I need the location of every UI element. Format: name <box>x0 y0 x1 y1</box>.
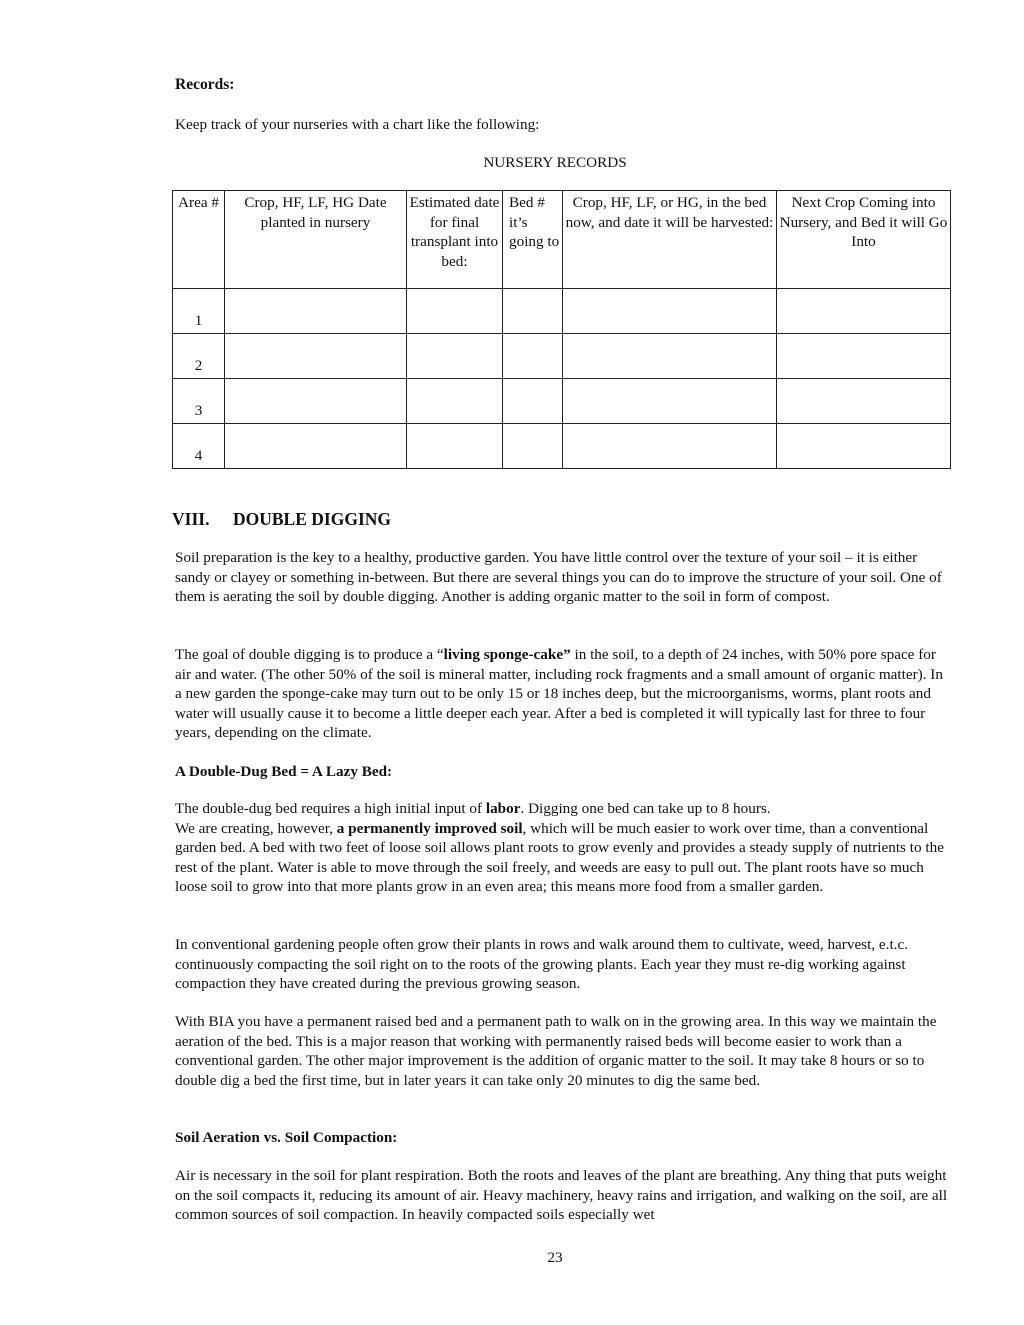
subheading-aeration: Soil Aeration vs. Soil Compaction: <box>175 1129 398 1146</box>
area-cell: 2 <box>173 334 225 379</box>
table-cell <box>503 289 563 334</box>
table-cell <box>563 424 777 469</box>
table-title: NURSERY RECORDS <box>483 154 627 171</box>
table-cell <box>225 379 407 424</box>
table-row <box>173 334 951 379</box>
table-cell <box>563 379 777 424</box>
header-bed-number: Bed # it’s going to <box>503 191 563 289</box>
paragraph-conventional-gardening: In conventional gardening people often grow their plants in rows and walk around them to cultivate, weed, harvest, e.t.c. continuously compacting the soil right on to the roots of the growing plants. Each year they must re-dig working against compaction they have created during the previous growing season. <box>175 936 908 993</box>
area-cell: 3 <box>173 379 225 424</box>
records-heading: Records: <box>175 76 235 93</box>
text-run: The goal of double digging is to produce a “ <box>175 646 444 663</box>
table-cell <box>777 379 951 424</box>
table-row <box>173 379 951 424</box>
table-cell <box>563 289 777 334</box>
table-row <box>173 289 951 334</box>
bold-text: living sponge-cake” <box>443 646 571 663</box>
table-cell <box>225 334 407 379</box>
bold-text: labor <box>485 800 521 817</box>
text-run: We are creating, however, <box>175 819 337 837</box>
paragraph-soil-preparation: Soil preparation is the key to a healthy, productive garden. You have little control over the texture of your soil – it is either sandy or clayey or something in-between. But there are several things you can do to improve the structure of your soil. One of them is aerating the soil by double digging. Another is adding organic matter to the soil in form of compost. <box>175 549 942 606</box>
section-title: DOUBLE DIGGING <box>233 509 392 529</box>
bold-text: a permanently improved soil <box>336 819 523 837</box>
paragraph-goal <box>175 645 950 743</box>
text-run: in the soil, to a depth of 24 inches, with 50% pore space for air and water. (The other 50% of the soil is mineral matter, including rock fragments and a small amount of organic matter). In a new garden the sponge-cake may turn out to be only 15 or 18 inches deep, but the microorganisms, worms, plant roots and water will usually cause it to become a little deeper each year. After a bed is completed it will typically last for three to four years, depending on the climate. <box>175 646 943 742</box>
header-crop-in-bed: Crop, HF, LF, or HG, in the bed now, and date it will be harvested: <box>563 191 777 289</box>
table-cell <box>777 334 951 379</box>
paragraph-bia: With BIA you have a permanent raised bed and a permanent path to walk on in the growing area. In this way we maintain the aeration of the bed. This is a major reason that working with permanently raised beds will become easier to work than a conventional garden. The other major improvement is the addition of organic matter to the soil. It may take 8 hours or so to double dig a bed the first time, but in later years it can take only 20 minutes to dig the same bed. <box>175 1013 937 1089</box>
table-cell <box>777 424 951 469</box>
paragraph-air-necessary: Air is necessary in the soil for plant respiration. Both the roots and leaves of the plant are breathing. Any thing that puts weight on the soil compacts it, reducing its amount of air. Heavy machinery, heavy rains and irrigation, and walking on the soil, are all common sources of soil compaction. In heavily compacted soils especially wet <box>175 1167 948 1224</box>
section-number: VIII. <box>172 509 210 529</box>
paragraph-double-dug-bed <box>175 799 950 897</box>
table-cell <box>777 289 951 334</box>
text-run: , which will be much easier to work over time, than a conventional garden bed. A bed with two feet of loose soil allows plant roots to grow evenly and provides a steady supply of nutrients to the rest of the plant. Water is able to move through the soil freely, and weeds are easy to pull out. The plant roots have so much loose soil to grow into that more plants grow in an even area; this means more food from a smaller garden. <box>175 819 944 896</box>
subheading-lazy-bed: A Double-Dug Bed = A Lazy Bed: <box>175 763 393 780</box>
nursery-records-table <box>172 190 951 469</box>
area-cell: 1 <box>173 289 225 334</box>
header-area: Area # <box>173 191 225 289</box>
table-cell <box>503 379 563 424</box>
table-cell <box>225 289 407 334</box>
text-run: The double-dug bed requires a high initial input of <box>175 800 486 817</box>
header-transplant-date: Estimated date for final transplant into bed: <box>407 191 503 289</box>
table-header-row <box>173 191 951 289</box>
table-cell <box>407 289 503 334</box>
table-cell <box>407 334 503 379</box>
text-run: . Digging one bed can take up to 8 hours. <box>520 800 771 817</box>
table-cell <box>225 424 407 469</box>
page-number: 23 <box>547 1249 563 1266</box>
area-cell: 4 <box>173 424 225 469</box>
table-cell <box>503 334 563 379</box>
header-next-crop: Next Crop Coming into Nursery, and Bed it will Go Into <box>777 191 951 289</box>
table-cell <box>503 424 563 469</box>
table-row <box>173 424 951 469</box>
header-crop-planted: Crop, HF, LF, HG Date planted in nursery <box>225 191 407 289</box>
table-cell <box>407 379 503 424</box>
table-cell <box>563 334 777 379</box>
records-intro: Keep track of your nurseries with a chart like the following: <box>175 116 540 133</box>
section-heading <box>172 509 391 530</box>
table-cell <box>407 424 503 469</box>
